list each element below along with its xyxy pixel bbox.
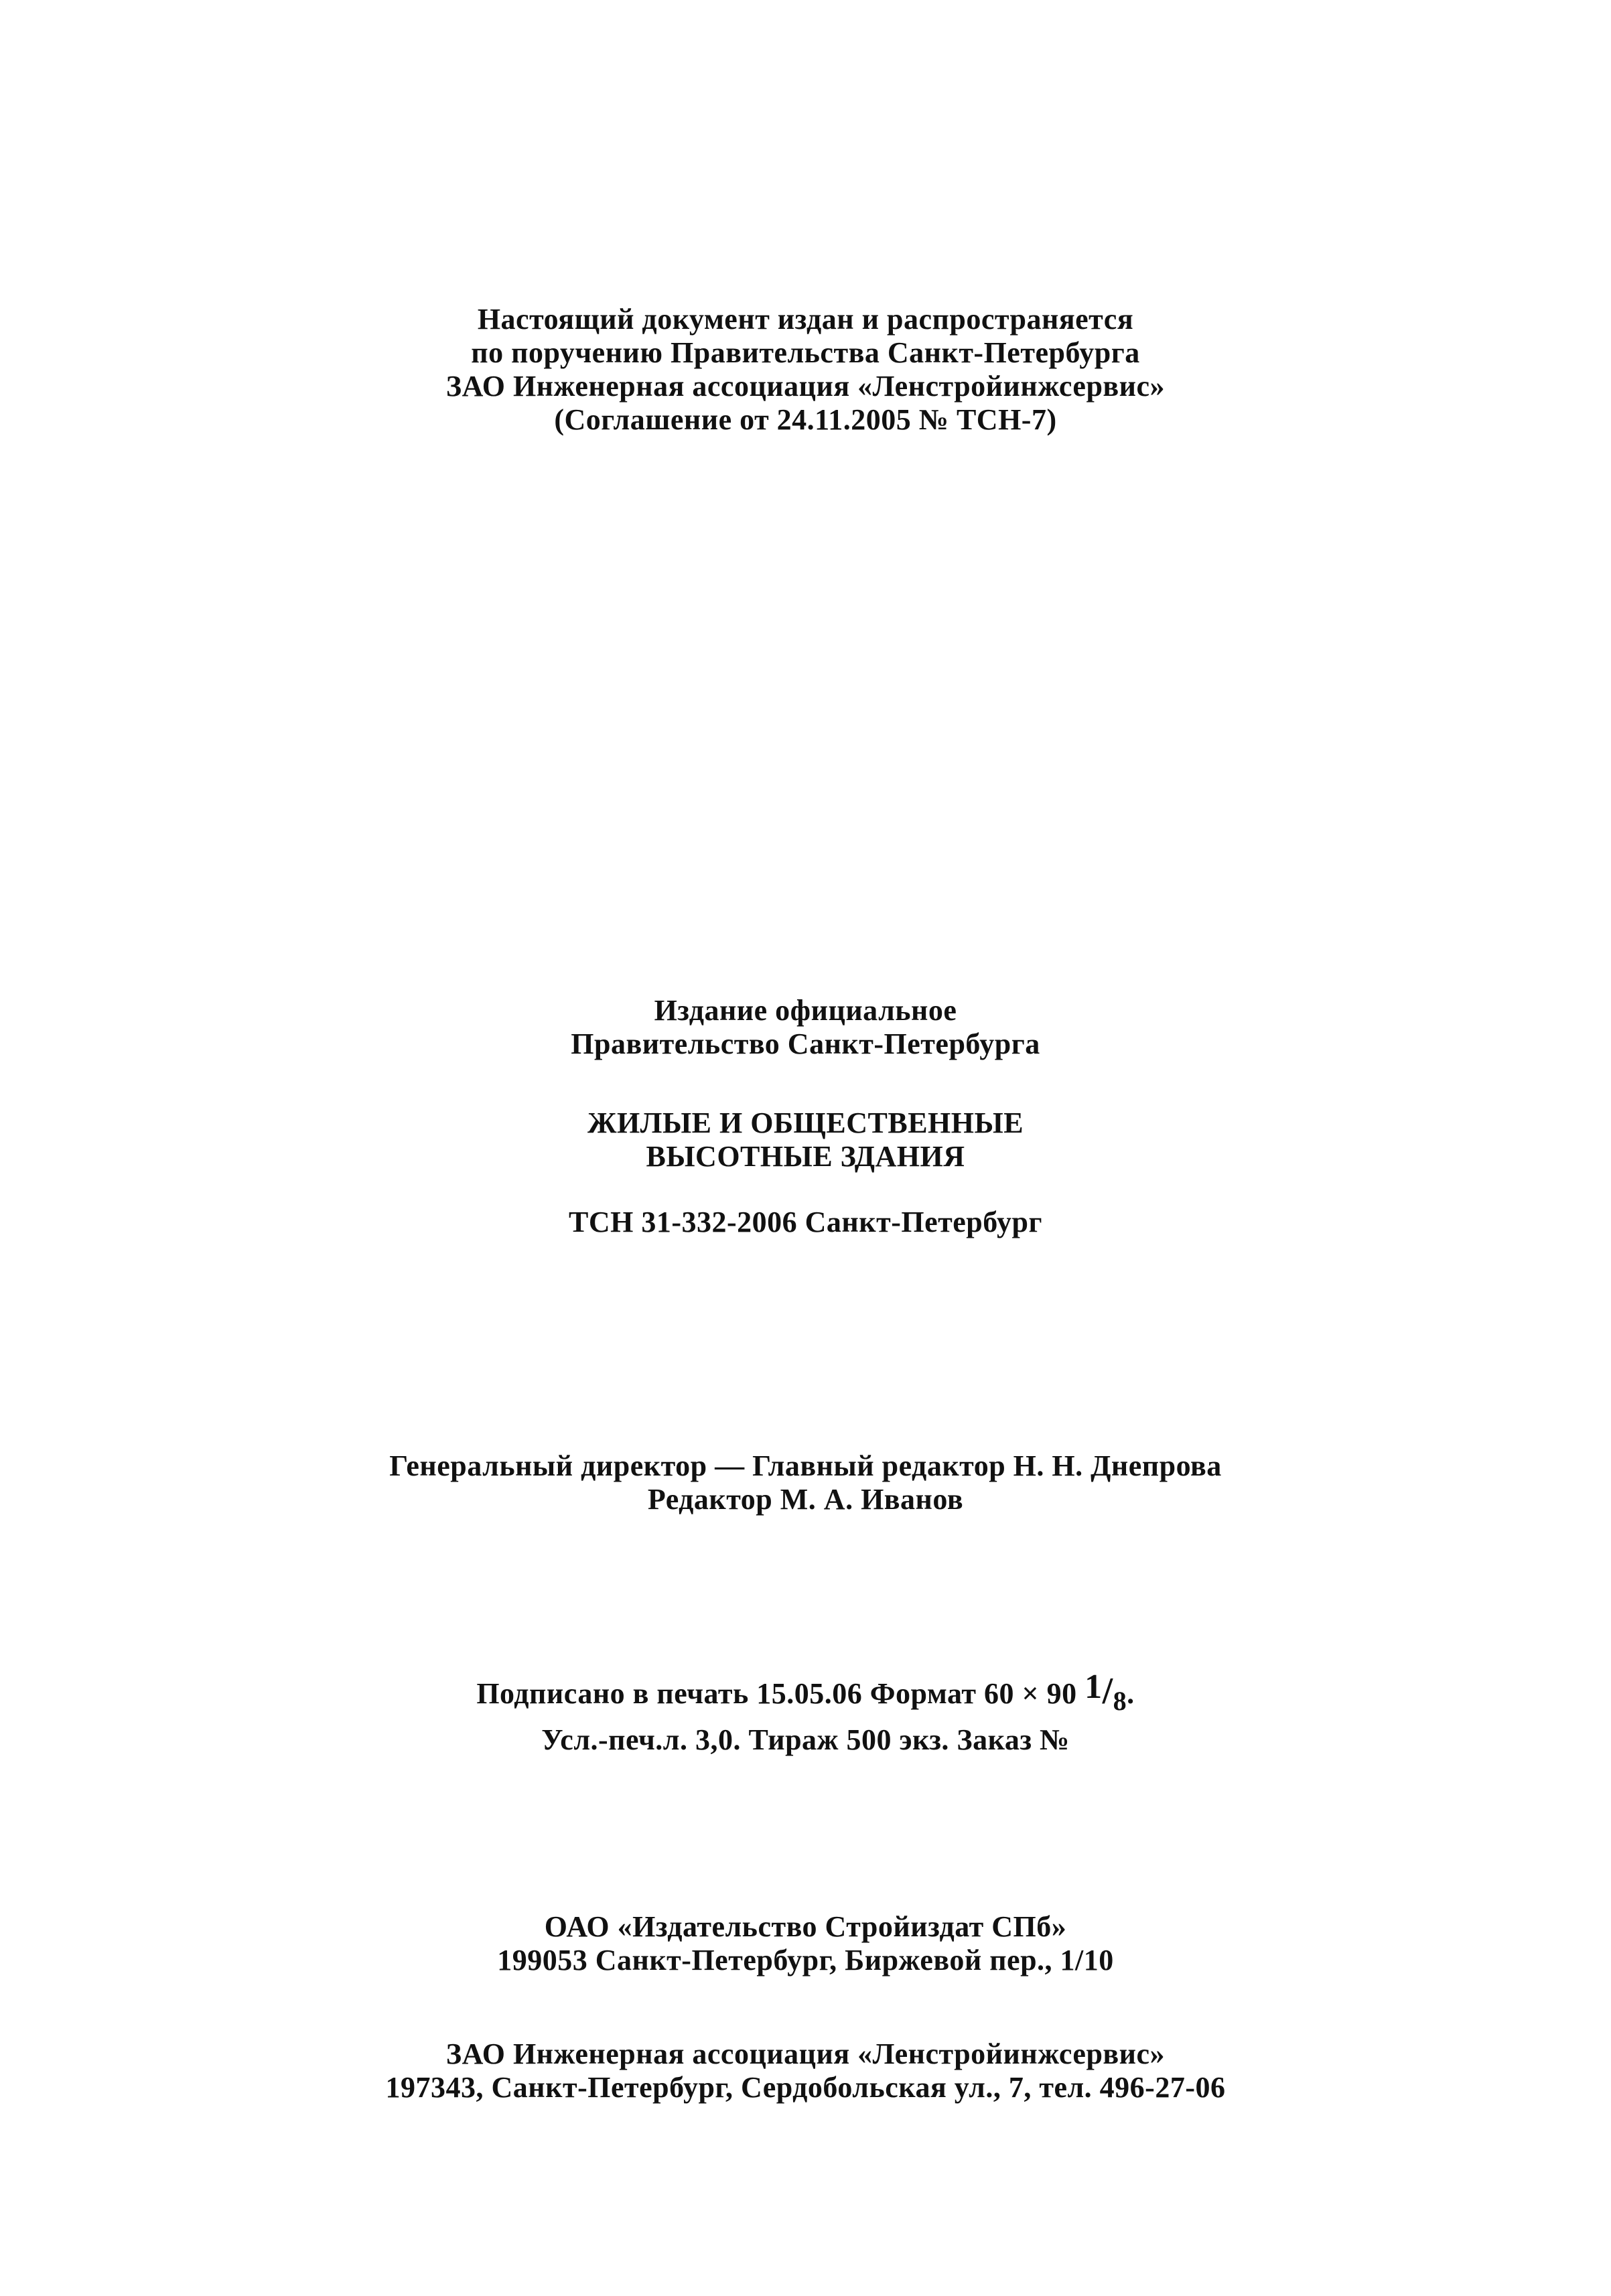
- publisher-notice-line-3: ЗАО Инженерная ассоциация «Ленстройинжсервис»: [445, 370, 1166, 403]
- format-denominator: 8: [1113, 1686, 1127, 1716]
- format-fraction: [1084, 1668, 1127, 1716]
- publisher-notice-line-1: Настоящий документ издан и распространяется: [477, 303, 1134, 336]
- document-title-line-2: ВЫСОТНЫЕ ЗДАНИЯ: [646, 1140, 965, 1173]
- document-title-line-1: ЖИЛЫЕ И ОБЩЕСТВЕННЫЕ: [587, 1106, 1024, 1139]
- association-line-1: ЗАО Инженерная ассоциация «Ленстройинжсервис»: [445, 2037, 1166, 2070]
- editors-line-2: Редактор М. А. Иванов: [647, 1483, 964, 1516]
- edition-line-2: Правительство Санкт-Петербурга: [571, 1027, 1040, 1060]
- print-signed-text: Подписано в печать 15.05.06 Формат 60 × 90: [476, 1677, 1077, 1710]
- publisher-notice-line-2: по поручению Правительства Санкт-Петербурга: [471, 336, 1140, 369]
- editors: [0, 1449, 1611, 1516]
- format-slash: /: [1102, 1670, 1113, 1712]
- edition-info: [0, 994, 1611, 1061]
- publisher-notice: [0, 303, 1611, 437]
- print-info-line-2: Усл.-печ.л. 3,0. Тираж 500 экз. Заказ №: [541, 1723, 1070, 1756]
- association-info: [0, 2037, 1611, 2104]
- document-title: [0, 1106, 1611, 1173]
- publisher-notice-line-4: (Соглашение от 24.11.2005 № ТСН-7): [554, 403, 1057, 436]
- printer-info: [0, 1910, 1611, 1977]
- printer-line-1: ОАО «Издательство Стройиздат СПб»: [544, 1910, 1067, 1943]
- edition-line-1: Издание официальное: [654, 994, 957, 1027]
- printer-line-2: 199053 Санкт-Петербург, Биржевой пер., 1/10: [497, 1944, 1114, 1977]
- print-info-line-1: [0, 1668, 1611, 1716]
- format-numerator: 1: [1084, 1668, 1103, 1706]
- association-line-2: 197343, Санкт-Петербург, Сердобольская ул., 7, тел. 496-27-06: [385, 2071, 1226, 2104]
- editors-line-1: Генеральный директор — Главный редактор Н. Н. Днепрова: [389, 1449, 1222, 1482]
- document-code: [0, 1206, 1611, 1239]
- format-suffix: .: [1127, 1677, 1135, 1710]
- print-info: [0, 1668, 1611, 1757]
- document-code-text: ТСН 31-332-2006 Санкт-Петербург: [568, 1206, 1043, 1238]
